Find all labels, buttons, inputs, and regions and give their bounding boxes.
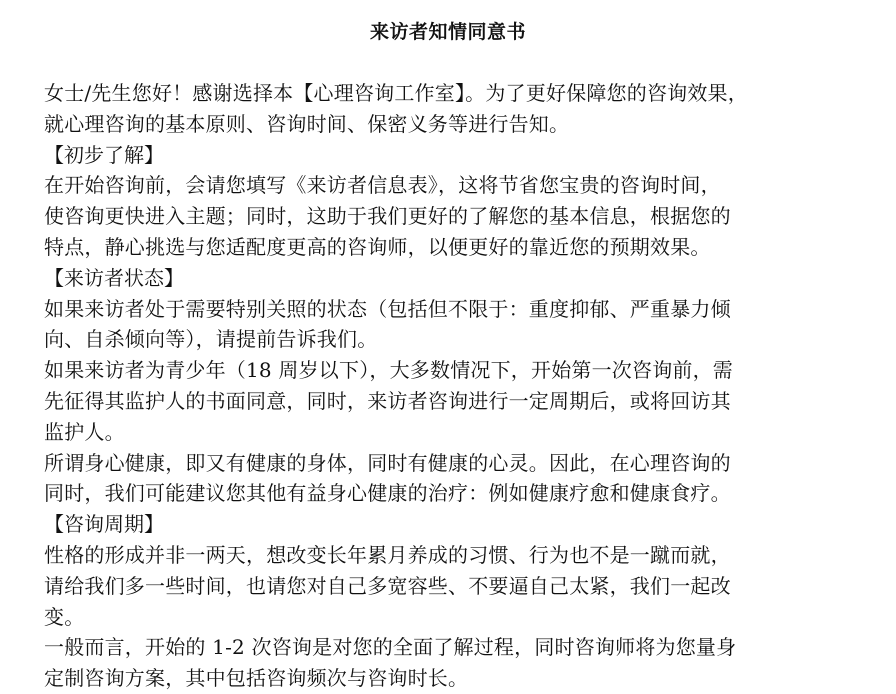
paragraph-line: 同时，我们可能建议您其他有益身心健康的治疗：例如健康疗愈和健康食疗。 (44, 481, 731, 506)
document-title: 来访者知情同意书 (369, 21, 526, 43)
paragraph-line: 监护人。 (44, 419, 125, 444)
paragraph-line: 向、自杀倾向等），请提前告诉我们。 (44, 327, 378, 352)
paragraph-line: 如果来访者处于需要特别关照的状态（包括但不限于：重度抑郁、严重暴力倾 (44, 296, 731, 321)
paragraph-line: 如果来访者为青少年（18 周岁以下），大多数情况下，开始第一次咨询前，需 (44, 358, 734, 383)
section-heading-visitor-status: 【来访者状态】 (44, 265, 184, 290)
paragraph-line: 性格的形成并非一两天，想改变长年累月养成的习惯、行为也不是一蹴而就， (44, 542, 731, 567)
paragraph-line: 先征得其监护人的书面同意，同时，来访者咨询进行一定周期后，或将回访其 (44, 388, 731, 413)
document-body (44, 78, 874, 694)
paragraph-line: 请给我们多一些时间，也请您对自己多宽容些、不要逼自己太紧，我们一起改 (44, 573, 731, 598)
paragraph-line: 特点，静心挑选与您适配度更高的咨询师，以便更好的靠近您的预期效果。 (44, 234, 711, 259)
section-heading-consultation-cycle: 【咨询周期】 (44, 512, 164, 537)
paragraph-line: 变。 (44, 604, 85, 629)
intro-line: 女士/先生您好！感谢选择本【心理咨询工作室】。为了更好保障您的咨询效果， (44, 81, 748, 105)
paragraph-line: 定制咨询方案，其中包括咨询频次与咨询时长。 (44, 666, 469, 691)
paragraph-line: 使咨询更快进入主题；同时，这助于我们更好的了解您的基本信息，根据您的 (44, 204, 731, 229)
paragraph-line: 一般而言，开始的 1-2 次咨询是对您的全面了解过程，同时咨询师将为您量身 (44, 635, 737, 660)
paragraph-line: 所谓身心健康，即又有健康的身体，同时有健康的心灵。因此，在心理咨询的 (44, 450, 731, 475)
paragraph-line: 在开始咨询前，会请您填写《来访者信息表》，这将节省您宝贵的咨询时间， (44, 173, 721, 198)
section-heading-initial-understanding: 【初步了解】 (44, 142, 164, 167)
intro-line: 就心理咨询的基本原则、咨询时间、保密义务等进行告知。 (44, 111, 570, 136)
